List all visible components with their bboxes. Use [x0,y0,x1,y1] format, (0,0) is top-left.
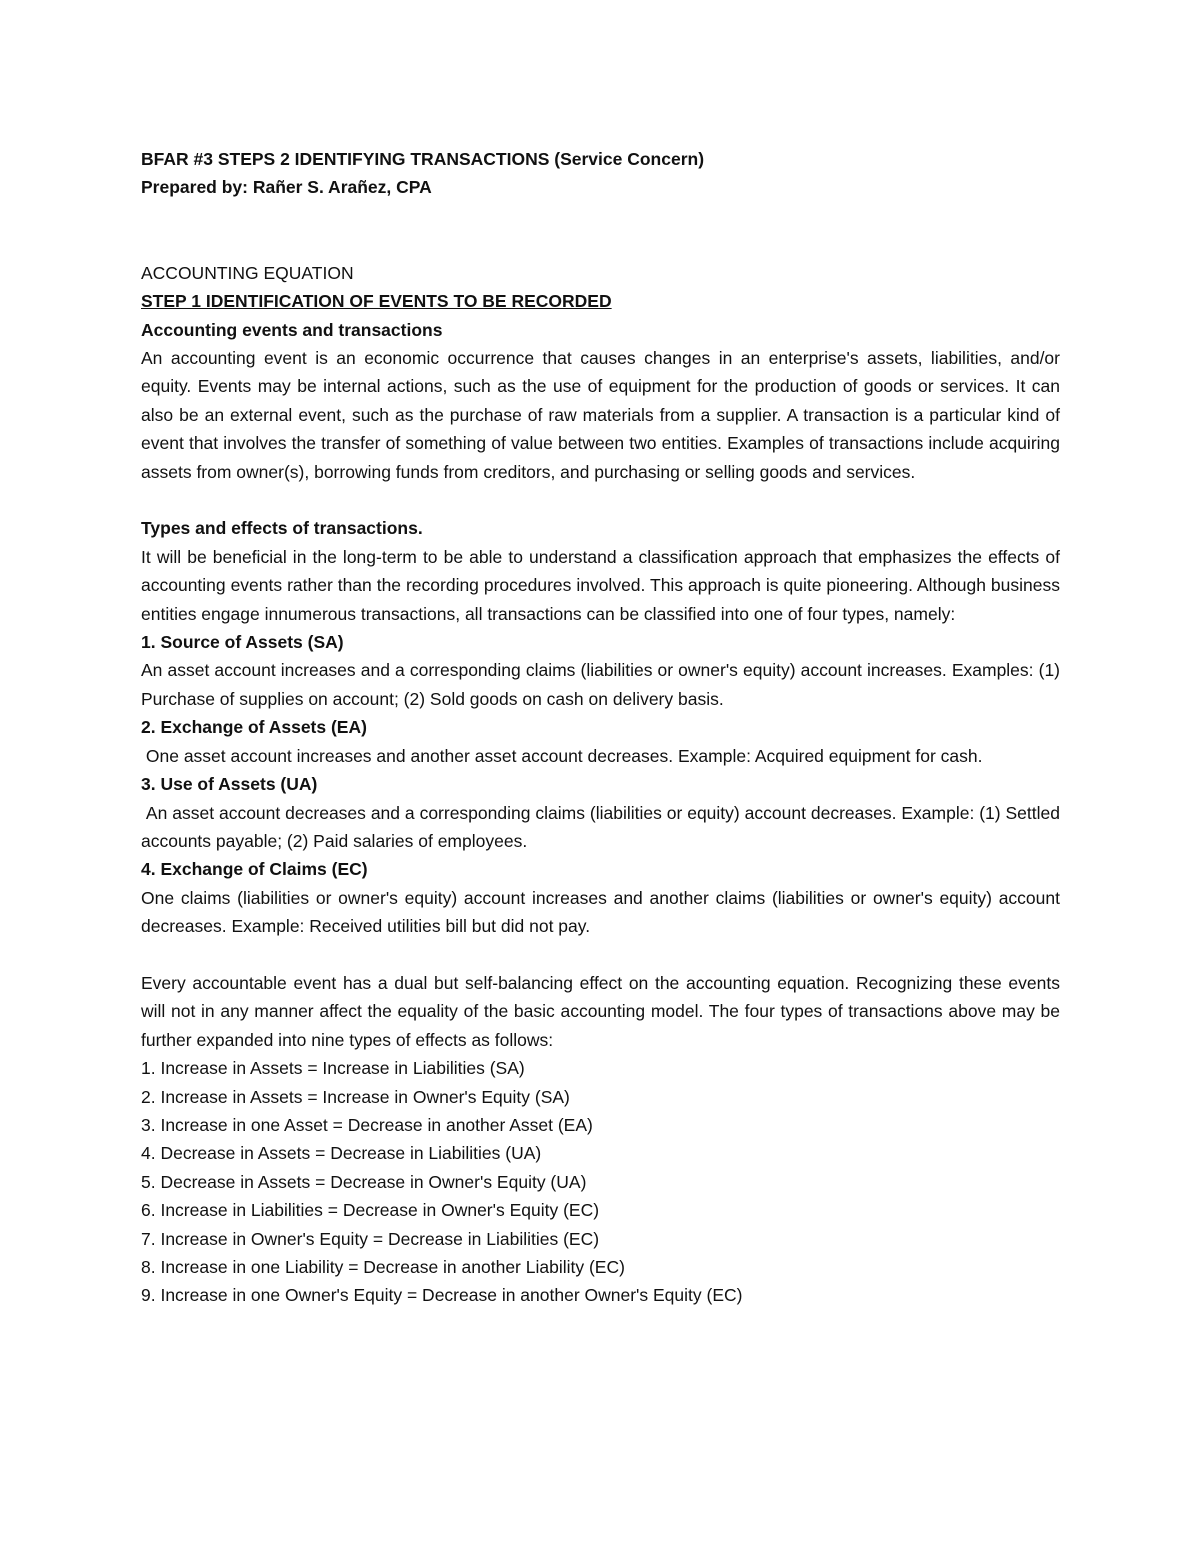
spacer [141,941,1060,969]
effect-item: 7. Increase in Owner's Equity = Decrease in Liabilities (EC) [141,1228,600,1249]
document-title: BFAR #3 STEPS 2 IDENTIFYING TRANSACTIONS (Service Concern) [141,149,705,169]
type-text-ec: One claims (liabilities or owner's equity) account increases and another claims (liabilities or owner's equity) account decreases. Example: Received utilities bill but did not pay. [141,887,1060,937]
type-text-ua: An asset account decreases and a corresponding claims (liabilities or equity) account decreases. Example: (1) Settled accounts payable; (2) Paid salaries of employees. [141,802,1065,851]
type-text-sa: An asset account increases and a corresponding claims (liabilities or owner's equity) account increases. Examples: (1) Purchase of supplies on account; (2) Sold goods on cash on delivery basis. [141,660,1060,709]
effect-item: 1. Increase in Assets = Increase in Liabilities (SA) [141,1058,525,1079]
type-title-ec: 4. Exchange of Claims (EC) [141,859,368,880]
effect-item: 8. Increase in one Liability = Decrease in another Liability (EC) [141,1257,625,1277]
types-heading: Types and effects of transactions. [141,518,423,539]
effect-item: 9. Increase in one Owner's Equity = Decrease in another Owner's Equity (EC) [141,1285,743,1306]
step-heading: STEP 1 IDENTIFICATION OF EVENTS TO BE RECORDED [141,291,612,312]
effect-item: 5. Decrease in Assets = Decrease in Owner's Equity (UA) [141,1171,587,1192]
spacer [141,486,1060,514]
effect-item: 4. Decrease in Assets = Decrease in Liabilities (UA) [141,1143,542,1164]
spacer [141,202,1060,259]
effect-item: 2. Increase in Assets = Increase in Owner's Equity (SA) [141,1086,570,1107]
type-title-ea: 2. Exchange of Assets (EA) [141,717,367,738]
events-heading: Accounting events and transactions [141,319,443,340]
effect-item: 3. Increase in one Asset = Decrease in another Asset (EA) [141,1114,593,1135]
prepared-by: Prepared by: Rañer S. Arañez, CPA [141,177,432,198]
events-paragraph: An accounting event is an economic occurrence that causes changes in an enterprise's assets, liabilities, and/or equity. Events may be internal actions, such as the use of equipment for the production of goods or services. It can also be an external event, such as the purchase of raw materials from a supplier. A transaction is a particular kind of event that involves the transfer of something of value between two entities. Examples of transactions include acquiring assets from owner(s), borrowing funds from creditors, and purchasing or selling goods and services. [141,348,1060,482]
type-title-ua: 3. Use of Assets (UA) [141,774,318,795]
effects-intro: Every accountable event has a dual but self-balancing effect on the accounting equation. Recognizing these events will not in any manner affect the equality of the basic accounting model. The four types of transactions above may be further expanded into nine types of effects as follows: [141,972,1060,1050]
type-text-ea: One asset account increases and another asset account decreases. Example: Acquired equipment for cash. [141,745,983,766]
section-heading: ACCOUNTING EQUATION [141,262,354,283]
types-intro: It will be beneficial in the long-term to be able to understand a classification approach that emphasizes the effects of accounting events rather than the recording procedures involved. This approach is quite pioneering. Although business entities engage innumerous transactions, all transactions can be classified into one of four types, namely: [141,546,1060,624]
document-page [141,145,1065,1310]
effect-item: 6. Increase in Liabilities = Decrease in Owner's Equity (EC) [141,1200,600,1221]
type-title-sa: 1. Source of Assets (SA) [141,632,344,653]
